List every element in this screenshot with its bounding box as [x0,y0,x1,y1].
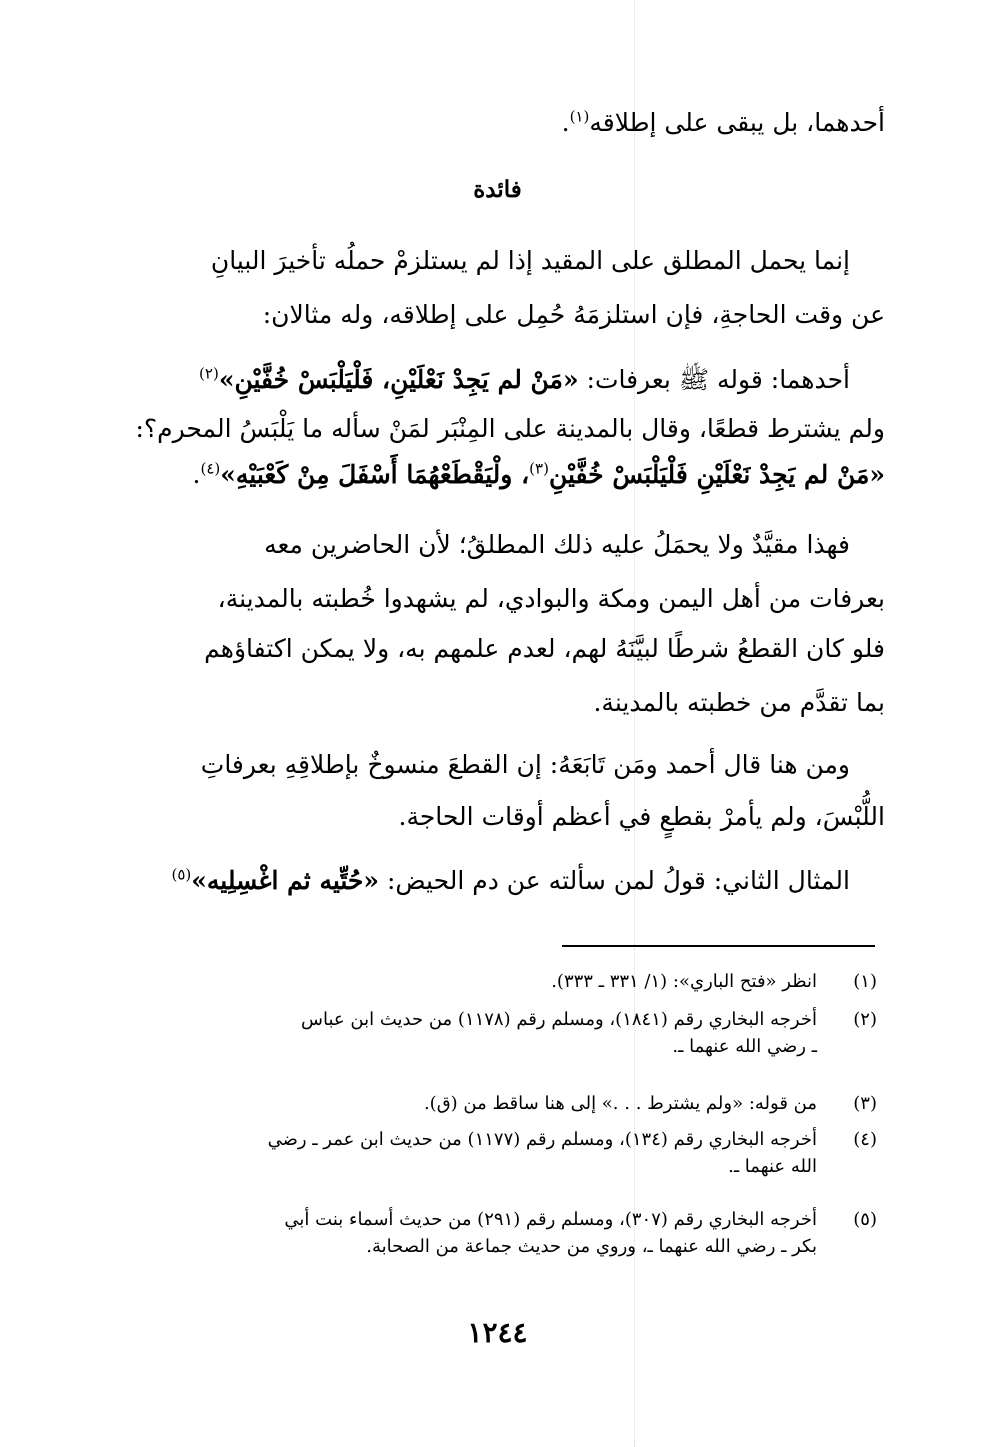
footnote-number: (٥) [853,1209,877,1230]
para3-line2: اللُّبْسَ، ولم يأمرْ بقطعٍ في أعظم أوقات الحاجة. [398,802,885,831]
footnote-text: الله عنهما ـ. [728,1156,817,1177]
intro-text: أحدهما، بل يبقى على إطلاقه [589,108,885,137]
para1-line1: إنما يحمل المطلق على المقيد إذا لم يستلزمْ حملُه تأخيرَ البيانِ [210,246,850,275]
footnote-text: من قوله: «ولم يشترط . . .» إلى هنا ساقط من (ق). [423,1093,817,1114]
hadith-quote-2a: «مَنْ لم يَجِدْ نَعْلَيْنِ فَلْيَلْبَسْ خُفَّيْنِ [548,460,885,489]
footnote-4 [102,1126,877,1180]
footnote-5 [102,1206,877,1260]
footnote-number: (٢) [853,1009,877,1030]
footnote-ref-4: (٤) [200,459,221,478]
footnote-text: انظر «فتح الباري»: (١/ ٣٣١ ـ ٣٣٣). [551,971,817,992]
footnote-number: (٤) [853,1129,877,1150]
hadith-quote-2b: ، ولْيَقْطَعْهُمَا أَسْفَلَ مِنْ كَعْبَيْهِ» [220,460,530,489]
example1-intro: أحدهما: قوله ﷺ بعرفات: [586,365,850,394]
footnote-text: أخرجه البخاري رقم (١٣٤)، ومسلم رقم (١١٧٧) من حديث ابن عمر ـ رضي [267,1129,817,1150]
page-number: ١٢٤٤ [467,1316,528,1349]
hadith-quote-1: «مَنْ لم يَجِدْ نَعْلَيْنِ، فَلْيَلْبَسْ خُفَّيْنِ» [218,365,579,394]
para2-line1: فهذا مقيَّدٌ ولا يحمَلُ عليه ذلك المطلقُ؛ لأن الحاضرين معه [264,530,850,559]
footnote-2 [102,1006,877,1060]
footnote-text: أخرجه البخاري رقم (٣٠٧)، ومسلم رقم (٢٩١) من حديث أسماء بنت أبي [284,1209,817,1230]
para2-line3: فلو كان القطعُ شرطًا لبيَّنَهُ لهم، لعدم علمهم به، ولا يمكن اكتفاؤهم [204,634,885,663]
para2-line4: بما تقدَّم من خطبته بالمدينة. [593,688,885,717]
example2-line [105,866,850,895]
footnote-number: (٣) [853,1093,877,1114]
footnote-ref-1: (١) [569,107,590,126]
example2-intro: المثال الثاني: قولُ لمن سألته عن دم الحيض: [386,866,850,895]
footnote-1 [102,968,877,995]
example1-line1 [105,364,850,401]
footnote-ref-3: (٣) [529,459,549,478]
footnote-text: ـ رضي الله عنهما ـ. [672,1036,817,1057]
intro-line: أحدهما، بل يبقى على إطلاقه$^{(١)}$. [561,107,885,137]
footnote-number: (١) [853,971,877,992]
hadith-quote-3: «حُتِّيه ثم اغْسِلِيه» [191,866,380,895]
footnote-ref-2: (٢) [199,364,219,383]
footnote-text: بكر ـ رضي الله عنهما ـ، وروي من حديث جماعة من الصحابة. [366,1236,817,1257]
para1-line2: عن وقت الحاجةِ، فإن استلزمَهُ حُمِل على إطلاقه، وله مثالان: [262,300,885,329]
example1-line3: «مَنْ لم يَجِدْ نَعْلَيْنِ فَلْيَلْبَسْ خُفَّيْنِ$^{(٣)}$، ولْيَقْطَعْهُمَا أَسْفَلَ مِنْ كَعْبَيْهِ»$^{(٤)}$. [192,459,885,489]
footnote-ref-5: (٥) [171,865,192,884]
para2-line2: بعرفات من أهل اليمن ومكة والبوادي، لم يشهدوا خُطبته بالمدينة، [217,584,885,613]
footnote-separator [562,945,875,947]
para3-line1: ومن هنا قال أحمد ومَن تَابَعَهُ: إن القطعَ منسوخٌ بإطلاقِهِ بعرفاتِ [200,750,850,779]
footnote-3 [102,1090,877,1117]
footnote-text: أخرجه البخاري رقم (١٨٤١)، ومسلم رقم (١١٧٨) من حديث ابن عباس [301,1009,817,1030]
section-heading: فائدة [473,176,522,203]
example1-line2: ولم يشترط قطعًا، وقال بالمدينة على المِنْبَر لمَنْ سأله ما يَلْبَسُ المحرم؟: [135,414,885,443]
